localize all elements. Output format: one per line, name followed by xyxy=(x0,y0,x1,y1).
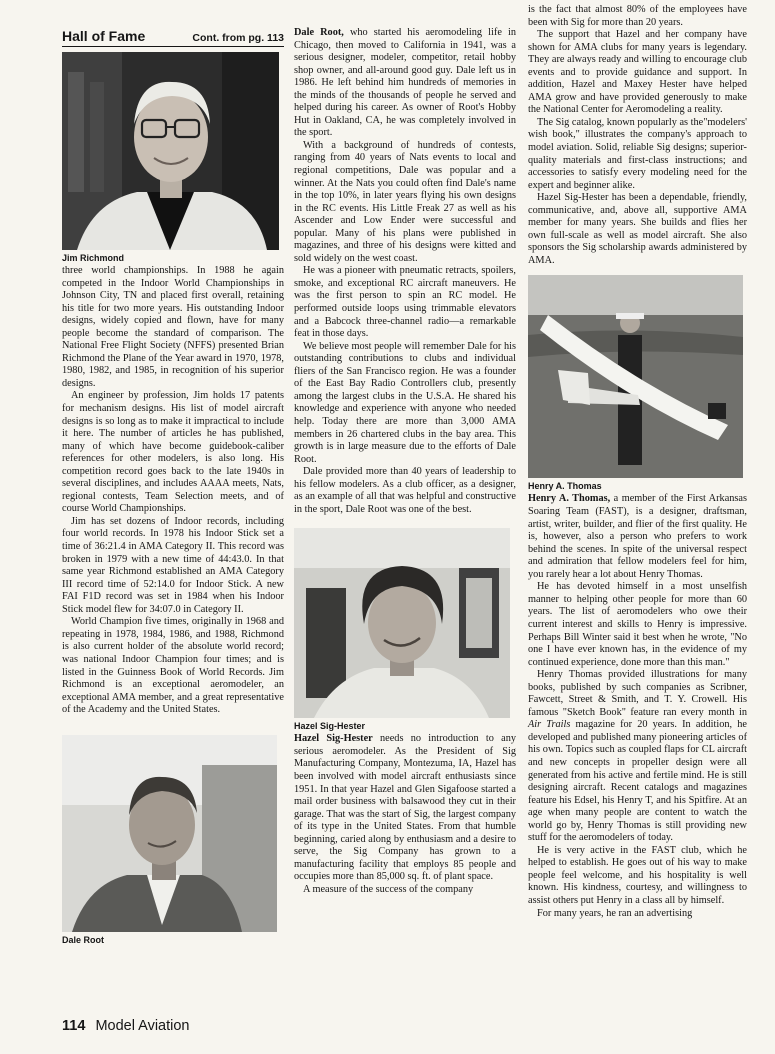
thomas-paragraph-2: He has devoted himself in a most unselfish manner to helping other people for more than 60 years. The list of aeromodelers who owe their current interest and skills to Henry is impressive. Perhaps Bill Winter said it best when he wrote, "No one I have ever known has, in the evidence of my continued experience, done more than this man." xyxy=(528,581,747,668)
root-paragraph-5: Dale provided more than 40 years of leadership to his fellow modelers. As a club officer, as a designer, as an example of all that was helpful and constructive in the sport, Dale Root was one of the best. xyxy=(294,466,516,515)
thomas-lead-name: Henry A. Thomas, xyxy=(528,493,611,505)
root-paragraph-1-text: who started his aeromodeling life in Chicago, then moved to California in 1941, was a serious designer, modeler, competitor, retail hobby shop owner, and all-around good guy. Dale left us in 1986. He left behind him hundreds of memories in the minds of the thousands of people he served and helped during his career. As owner of Root's Hobby Hut in Oakland, CA, he was completely involved in the sport. xyxy=(294,27,517,139)
caption-jim-richmond: Jim Richmond xyxy=(62,253,125,263)
thomas-paragraph-1 xyxy=(528,493,747,581)
root-lead-name: Dale Root, xyxy=(294,27,344,38)
hester-lead-name: Hazel Sig-Hester xyxy=(294,733,373,745)
root-paragraph-2: With a background of hundreds of contests, ranging from 40 years of Nats events to local and regional competitions, Dale was popular and a winner. At the Nats you could often find Dale's name in the top 10%, in later years flying his own designs in the RC events. His Little Freak 27 as well as his Ascender and Low Ender were successful and popular. Many of his plans were published in magazines, and three of his designs were kitted and sold widely on the west coast. xyxy=(294,139,516,264)
richmond-paragraph-2: An engineer by profession, Jim holds 17 patents for mechanism designs. His list of model aircraft designs is so long as to make it impractical to include it here. The number of articles he has published, many of which have become guidebook-caliber references for other modelers, is also long. His competition record goes back to the late 1940s in several disciplines, and includes AAAA meets, Nats, regional contests, Team Selection meets, and of course World Championships. xyxy=(62,390,284,515)
thomas-paragraph-1-text: a member of the First Arkansas Soaring Team (FAST), is a designer, draftsman, artist, writer, builder, and flier of the first quality. He is, however, also a person who prefers to work behind the scenes. In spite of the universal respect and admiration that fellow modelers feel for him, you rarely hear a lot about Henry Thomas. xyxy=(528,493,748,580)
thomas-paragraph-3-text-a: Henry Thomas provided illustrations for many books, published by such companies as Scribner, Fawcett, Street & Smith, and T. Y. Crowell. His famous "Sketch Book" feature ran every month in xyxy=(528,669,747,718)
photo-dale-root xyxy=(62,735,277,932)
root-paragraph-4: We believe most people will remember Dale for his outstanding contributions to clubs and individual fliers of the San Francisco region. He was a founder of the East Bay Radio Controllers club, presently among the largest clubs in the U.S.A. He shared his knowledge and experience with anyone who needed help. Today there are more than 3,000 AMA members in 26 chartered clubs in the bay area. This growth is in large measure due to the efforts of Dale Root. xyxy=(294,340,516,465)
caption-hazel-sig-hester: Hazel Sig-Hester xyxy=(294,721,366,732)
caption-henry-thomas: Henry A. Thomas xyxy=(528,481,602,492)
hester-paragraph-2: A measure of the success of the company xyxy=(303,883,474,895)
photo-hazel-sig-hester xyxy=(294,528,510,718)
hester-paragraph-3: is the fact that almost 80% of the employees have been with Sig for more than 20 years. xyxy=(528,4,747,28)
hester-paragraph-6: Hazel Sig-Hester has been a dependable, friendly, communicative, and, above all, supportive AMA member for many years. She builds and flies her own full-scale as well as model aircraft. She also sponsors the Sig scholarship awards administered by AMA. xyxy=(528,192,747,266)
thomas-paragraph-3-text-b: magazine for 20 years. In addition, he developed and published many pioneering articles of his own. Topics such as coupled flaps for CL aircraft and new concepts in propeller design were all generated from his active and fertile mind. He is still designing aircraft. Recent catalogs and magazines feature his Edsel, his Henry T, and his Spitfire. At an age when many people are content to watch the world go by, Henry Thomas is still providing new stuff for the aeromodelers of today. xyxy=(528,719,747,844)
publication-name: Model Aviation xyxy=(95,1018,190,1034)
richmond-paragraph-3: Jim has set dozens of Indoor records, including four world records. In 1978 his Indoor Stick set a time of 36:21.4 in AMA Category II. This record was broken in 1979 with a new time of 44:43.0. In that same year Richmond established an AMA Category III record time of 52:14.0 for Indoor Stick. A new FAI F1D record was set in 1984 when his Indoor Stick model flew for 34:07.0 in Category II. xyxy=(62,515,284,615)
section-title: Hall of Fame xyxy=(62,28,146,44)
hester-paragraph-4: The support that Hazel and her company have shown for AMA clubs for many years is legendary. They are always ready and willing to encourage club events and to provide guidance and support. In addition, Hazel and Maxey Hester have helped AMA grow and have provided generously to make the National Center for Aeromodeling a reality. xyxy=(528,29,747,116)
caption-dale-root: Dale Root xyxy=(62,934,105,945)
section-header xyxy=(62,28,284,47)
column-1 xyxy=(62,28,284,947)
thomas-paragraph-3 xyxy=(528,669,747,845)
thomas-paragraph-5: For many years, he ran an advertising xyxy=(537,907,693,919)
root-paragraph-1 xyxy=(294,27,516,140)
page-footer xyxy=(62,1018,189,1034)
thomas-paragraph-4: He is very active in the FAST club, which he helped to establish. He goes out of his way to make people feel welcome, and his hospitality is well known. His kindness, courtesy, and willingness to assist others put Henry in a class all by himself. xyxy=(528,844,747,906)
air-trails-title: Air Trails xyxy=(528,719,571,731)
column-3 xyxy=(528,4,747,920)
page-number: 114 xyxy=(62,1018,86,1034)
root-paragraph-3: He was a pioneer with pneumatic retracts, spoilers, smoke, and exceptional RC aircraft maneuvers. He was the first person to spin an RC model. He performed outside loops using trimmable elevators and a Babcock three-channel radio—a remarkable feat in those days. xyxy=(294,265,516,340)
photo-jim-richmond xyxy=(62,52,279,250)
continued-from-label: Cont. from pg. 113 xyxy=(192,32,284,44)
photo-henry-thomas xyxy=(528,275,743,478)
hester-paragraph-5: The Sig catalog, known popularly as the"modelers' wish book," illustrates the company's approach to model aviation. Solid, reliable Sig designs; superior-quality materials and first-class instructions; and accessories to satisfy every modeling need for the expert and beginner alike. xyxy=(528,116,747,191)
column-2 xyxy=(294,27,516,896)
hester-paragraph-1-text: needs no introduction to any serious aeromodeler. As the President of Sig Manufacturing Company, Montezuma, IA, Hazel has been involved with model aircraft enthusiasts since 1951. In that year Hazel and Glen Sigafoose started a mail order business with balsawood they cut in their garage. That was the start of Sig, the largest company of its type in the United States. From that humble beginning, caried along by enthusiasm and a desire to serve, the Sig Company has grown to a manufacturing facility that employs 85 people and occupies more than 85,000 sq. ft. of plant space. xyxy=(294,733,516,883)
richmond-paragraph-1: three world championships. In 1988 he again competed in the Indoor World Championships in Johnson City, TN and placed first overall, retaining his title for two more years. His outstanding Indoor designs, widely copied and flown, have for many people become the standard of comparison. The National Free Flight Society (NFFS) presented Brian Richmond the Plane of the Year award in 1970, 1978, 1980, 1982, and 1985, in recognition of his superior designs. xyxy=(62,265,284,389)
hester-paragraph-1 xyxy=(294,733,516,884)
richmond-paragraph-4: World Champion five times, originally in 1968 and repeating in 1978, 1984, 1986, and 1988, Richmond is also current holder of the absolute world record; was national Indoor Champion four times; and is listed in the Guinness Book of World Records. Jim Richmond is an exceptional aeromodeler, an exceptional AMA member, and a great representative of the Academy and the United States. xyxy=(62,616,284,716)
